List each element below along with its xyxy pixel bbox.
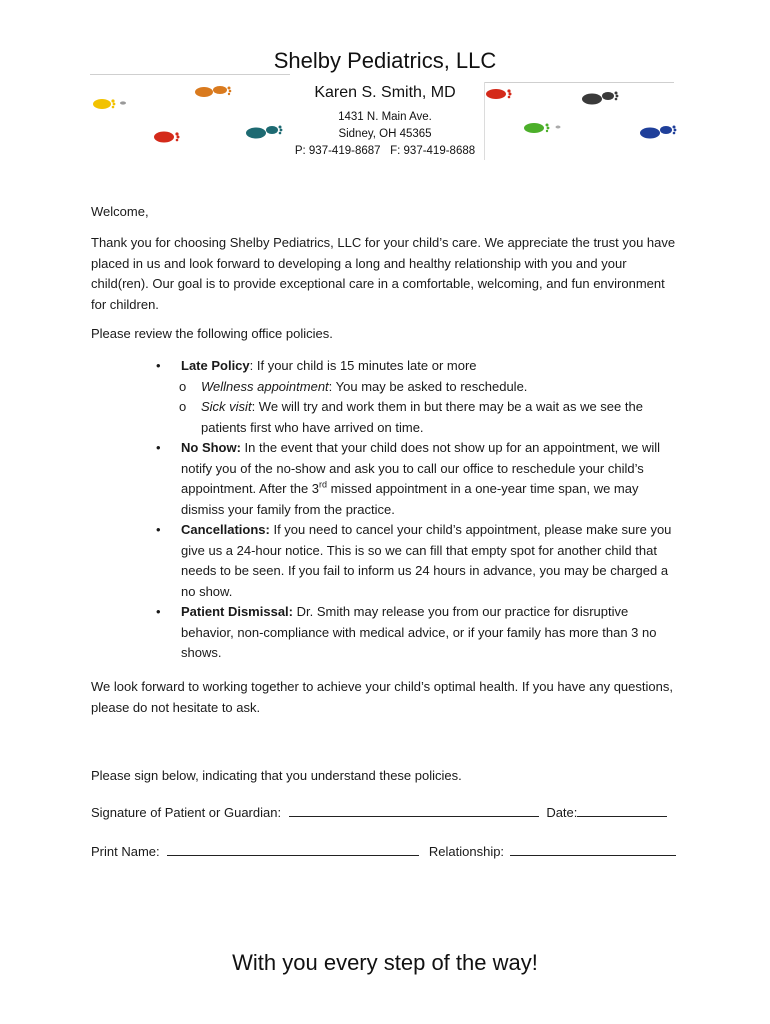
print-name-field[interactable] — [167, 841, 419, 856]
policy-dismissal — [156, 602, 680, 664]
print-name-row — [91, 841, 681, 862]
wellness-label: Wellness appointment — [201, 378, 329, 394]
sick-text: : We will try and work them in but there may be a wait as we see the patients first who have arrived on time. — [201, 399, 643, 435]
date-label: Date: — [546, 805, 578, 820]
letterhead — [0, 0, 770, 170]
intro-text: Thank you for choosing Shelby Pediatrics, LLC for your child’s care. We appreciate the trust you have placed in us and look forward to developing a long and healthy relationship with you and your child(ren). Our goal is to provide exceptional care in a comfortable, welcoming, and fun environment for children. — [91, 235, 676, 312]
sub-bullet-icon: o — [179, 399, 187, 414]
policy-noshow-sup: rd — [319, 479, 328, 490]
policy-cancel — [156, 520, 680, 602]
policy-noshow-text-b: missed appointment in a one-year time span, we may dismiss your family from the practice. — [181, 481, 639, 517]
address-line-2: Sidney, OH 45365 — [338, 128, 432, 140]
bullet-icon: • — [156, 522, 161, 537]
closing-paragraph — [91, 677, 681, 718]
bullet-icon: • — [156, 440, 161, 455]
date-field[interactable] — [577, 802, 667, 817]
review-prompt — [91, 324, 681, 345]
sign-prompt-text: Please sign below, indicating that you understand these policies. — [91, 768, 462, 783]
doctor-name: Karen S. Smith, MD — [314, 84, 456, 101]
policy-list — [156, 356, 680, 664]
closing-text: We look forward to working together to achieve your child’s optimal health. If you have any questions, please do not hesitate to ask. — [91, 679, 673, 715]
policy-late-wellness — [156, 377, 680, 398]
bullet-icon: • — [156, 358, 161, 373]
policy-noshow — [156, 438, 680, 520]
wellness-text: : You may be asked to reschedule. — [328, 378, 528, 394]
print-name-label: Print Name: — [91, 844, 160, 859]
sick-label: Sick visit — [201, 399, 252, 414]
policy-dismissal-title: Patient Dismissal: — [181, 604, 293, 619]
phone-fax: P: 937-419-8687 F: 937-419-8688 — [294, 145, 476, 157]
policy-cancel-title: Cancellations: — [181, 522, 270, 537]
intro-paragraph — [91, 233, 681, 315]
relationship-label: Relationship: — [428, 844, 505, 859]
practice-name: Shelby Pediatrics, LLC — [273, 48, 497, 73]
relationship-field[interactable] — [510, 841, 676, 856]
policy-late-sick — [156, 397, 680, 438]
address-line-1: 1431 N. Main Ave. — [338, 111, 432, 123]
policy-late-text: : If your child is 15 minutes late or more — [249, 358, 477, 373]
policy-cancel-text: If you need to cancel your child’s appointment, please make sure you give us a 24-hour notice. This is so we can fill that empty spot for another child that needs to be seen. If you fail to inform us 24 hours in advance, you may be charged a no show. — [181, 522, 672, 599]
signature-label: Signature of Patient or Guardian: — [91, 805, 282, 820]
header-rule-left — [90, 74, 290, 75]
policy-dismissal-text: Dr. Smith may release you from our practice for disruptive behavior, non-compliance with medical advice, or if your family has more than 3 no shows. — [181, 604, 657, 660]
policy-late — [156, 356, 680, 377]
signature-field[interactable] — [289, 802, 539, 817]
policy-late-title: Late Policy — [181, 358, 250, 373]
bullet-icon: • — [156, 604, 161, 619]
signature-row — [91, 802, 681, 823]
policy-noshow-text-a: In the event that your child does not show up for an appointment, we will notify you of the no-show and ask you to call our office to reschedule your child’s appointment. After the 3 — [181, 440, 661, 496]
policy-noshow-title: No Show: — [181, 440, 241, 455]
review-prompt-text: Please review the following office policies. — [91, 326, 333, 341]
greeting — [91, 202, 681, 223]
sub-bullet-icon: o — [179, 378, 187, 394]
greeting-text: Welcome, — [91, 204, 149, 219]
tagline: With you every step of the way! — [232, 950, 538, 975]
sign-prompt — [91, 766, 681, 787]
